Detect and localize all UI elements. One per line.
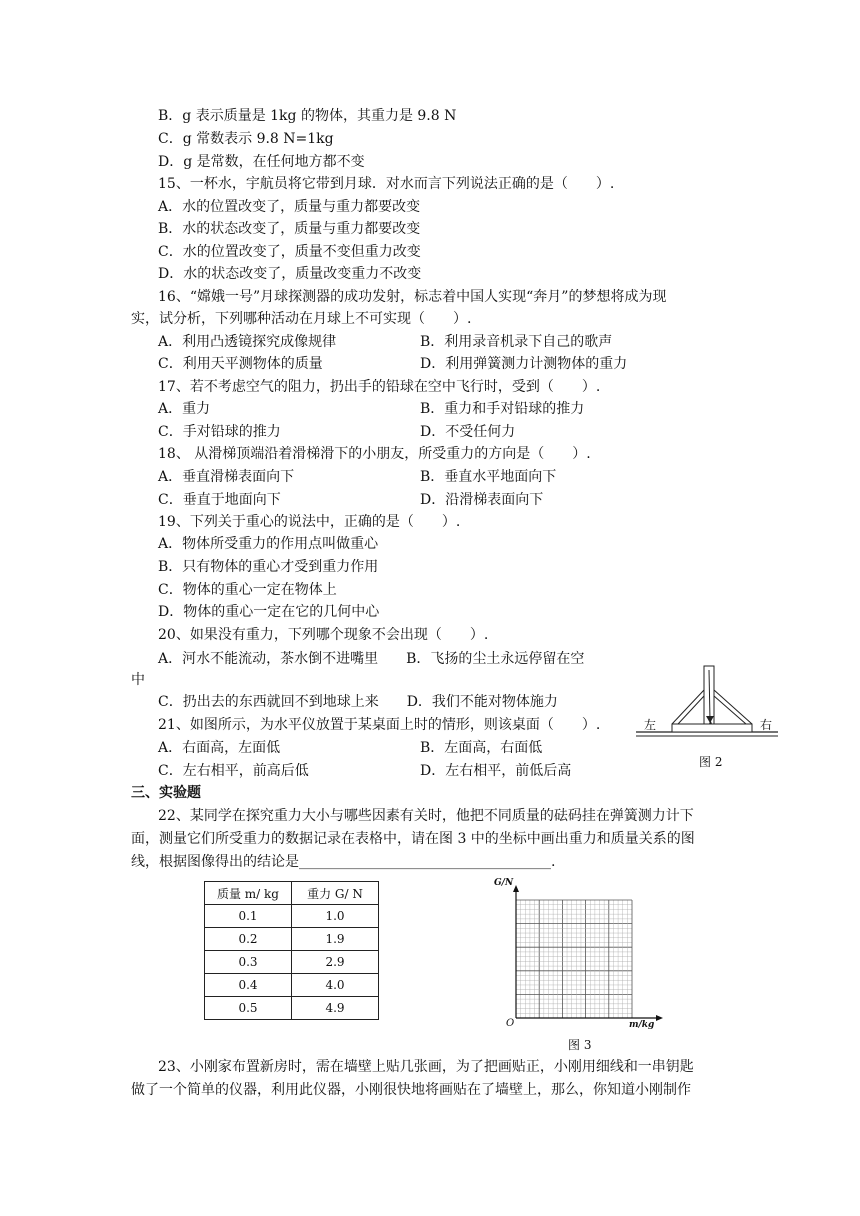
table-cell: 0.3 [205,951,292,974]
option-15d: D．水的状态改变了，质量改变重力不改变 [158,266,422,282]
option-15c: C．水的位置改变了，质量不变但重力改变 [158,244,421,260]
table-row [205,928,379,951]
option-18c: C．垂直于地面向下 [158,492,281,508]
option-19b: B．只有物体的重心才受到重力作用 [158,559,379,575]
table-cell: 0.2 [205,928,292,951]
option-21a: A．右面高，左面低 [158,740,281,756]
question-23-line1: 23、小刚家布置新房时，需在墙壁上贴几张画，为了把画贴正，小刚用细线和一串钥匙 [158,1059,694,1075]
option-18b: B．垂直水平地面向下 [420,469,557,485]
option-17c: C．手对铅球的推力 [158,424,281,440]
figure-3-x-axis-label: m/kg [629,1020,655,1030]
table-header-mass: 质量 m/ kg [205,882,292,905]
option-14d: D．g 是常数，在任何地方都不变 [158,154,365,170]
figure-3-caption: 图 3 [568,1038,592,1052]
table-header-weight: 重力 G/ N [292,882,379,905]
option-17b: B．重力和手对铅球的推力 [420,401,585,417]
table-cell: 4.9 [292,997,379,1020]
table-cell: 2.9 [292,951,379,974]
option-19a: A．物体所受重力的作用点叫做重心 [158,536,379,552]
option-16a: A．利用凸透镜探究成像规律 [158,334,337,350]
question-22-line1: 22、某同学在探究重力大小与哪些因素有关时，他把不同质量的砝码挂在弹簧测力计下 [158,808,694,824]
table-row [205,974,379,997]
option-15b: B．水的状态改变了，质量与重力都要改变 [158,221,421,237]
option-21d: D．左右相平，前低后高 [420,763,572,779]
option-21c: C．左右相平，前高后低 [158,763,309,779]
option-17d: D．不受任何力 [420,424,516,440]
option-20cd: C．扔出去的东西就回不到地球上来 D．我们不能对物体施力 [158,694,558,710]
question-22-line3: 线，根据图像得出的结论是____________________________________. [131,854,556,870]
figure-2-left-label: 左 [644,718,657,732]
table-row [205,951,379,974]
table-cell: 0.1 [205,905,292,928]
question-17: 17、若不考虑空气的阻力，扔出手的铅球在空中飞行时，受到（ ）. [158,379,601,395]
option-21b: B．左面高，右面低 [420,740,543,756]
table-cell: 1.9 [292,928,379,951]
option-16c: C．利用天平测物体的质量 [158,356,323,372]
option-16b: B．利用录音机录下自己的歌声 [420,334,613,350]
table-cell: 0.5 [205,997,292,1020]
question-15: 15、一杯水，宇航员将它带到月球．对水而言下列说法正确的是（ ）. [158,176,615,192]
option-19d: D．物体的重心一定在它的几何中心 [158,604,380,620]
question-19: 19、下列关于重心的说法中，正确的是（ ）. [158,514,461,530]
figure-2-caption: 图 2 [699,755,723,769]
section-heading-experiment: 三、实验题 [131,785,201,801]
option-17a: A．重力 [158,401,211,417]
question-21: 21、如图所示，为水平仪放置于某桌面上时的情形，则该桌面（ ）. [158,717,601,733]
question-16-line2: 实，试分析，下列哪种活动在月球上不可实现（ ）. [131,311,472,327]
table-row [205,905,379,928]
table-cell: 1.0 [292,905,379,928]
question-23-line2: 做了一个简单的仪器，利用此仪器，小刚很快地将画贴在了墙壁上，那么，你知道小刚制作 [131,1082,691,1098]
figure-3-origin-label: O [506,1018,515,1029]
option-20ab-wrap: 中 [131,672,145,688]
question-18: 18、 从滑梯顶端沿着滑梯滑下的小朋友，所受重力的方向是（ ）. [158,446,591,462]
option-14c: C．g 常数表示 9.8 N=1kg [158,131,334,147]
option-15a: A．水的位置改变了，质量与重力都要改变 [158,199,421,215]
question-22-line2: 面，测量它们所受重力的数据记录在表格中，请在图 3 中的坐标中画出重力和质量关系的图 [131,831,695,847]
option-18a: A．垂直滑梯表面向下 [158,469,295,485]
mass-weight-table [204,881,379,1020]
question-16-line1: 16、“嫦娥一号”月球探测器的成功发射，标志着中国人实现“奔月”的梦想将成为现 [158,289,667,305]
table-row [205,997,379,1020]
table-cell: 0.4 [205,974,292,997]
option-20ab: A．河水不能流动，茶水倒不进嘴里 B．飞扬的尘土永远停留在空 [158,651,585,667]
figure-3-graph-grid [500,882,670,1032]
option-19c: C．物体的重心一定在物体上 [158,582,337,598]
table-header-row [205,882,379,905]
figure-2-right-label: 右 [760,718,773,732]
option-16d: D．利用弹簧测力计测物体的重力 [420,356,628,372]
figure-3-y-axis-label: G/N [494,878,514,888]
question-20: 20、如果没有重力，下列哪个现象不会出现（ ）. [158,627,489,643]
option-14b: B．g 表示质量是 1kg 的物体，其重力是 9.8 N [158,108,457,124]
option-18d: D．沿滑梯表面向下 [420,492,544,508]
table-cell: 4.0 [292,974,379,997]
